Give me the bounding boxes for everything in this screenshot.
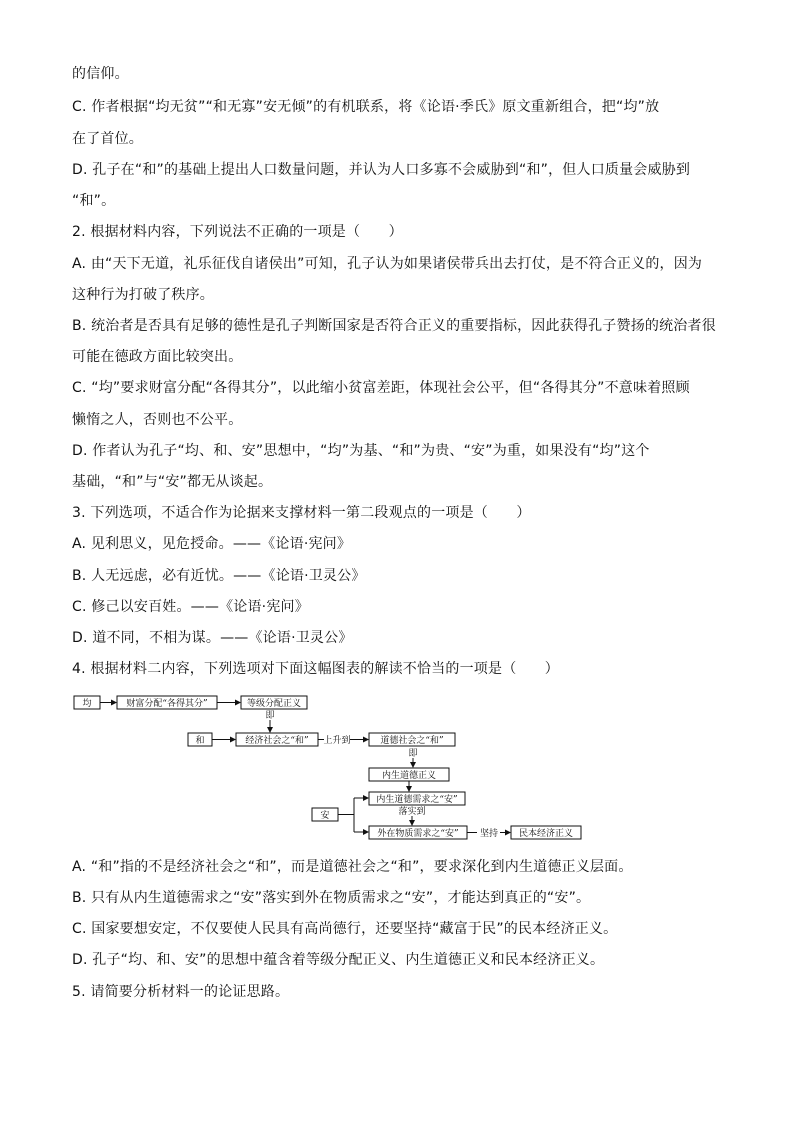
option-3b: B. 人无远虑，必有近忧。——《论语·卫灵公》 — [72, 568, 366, 584]
option-3a: A. 见利思义，见危授命。——《论语·宪问》 — [72, 536, 352, 552]
text-line: D. 孔子在“和”的基础上提出人口数量问题，并认为人口多寡不会威胁到“和”，但人口质量会威胁到 — [72, 162, 691, 178]
option-2d: D. 作者认为孔子“均、和、安”思想中，“均”为基、“和”为贵、“安”为重，如果没有“均”这个 — [72, 443, 650, 459]
text-line: 在了首位。 — [72, 131, 143, 147]
text-line: C. 作者根据“均无贫”“和无寡”安无倾”的有机联系，将《论语·季氏》原文重新组合，把“均”放 — [72, 99, 660, 115]
question-5: 5. 请简要分析材料一的论证思路。 — [72, 984, 290, 1000]
option-2b: B. 统治者是否具有足够的德性是孔子判断国家是否符合正义的重要指标，因此获得孔子赞扬的统治者很 — [72, 318, 716, 334]
text-line: “和”。 — [72, 193, 116, 209]
option-3d: D. 道不同，不相为谋。——《论语·卫灵公》 — [72, 630, 353, 646]
text-line: 这种行为打破了秩序。 — [72, 287, 214, 303]
flow-diagram — [72, 690, 592, 850]
label-ji: 即 — [408, 749, 418, 759]
option-2a: A. 由“天下无道，礼乐征伐自诸侯出”可知，孔子认为如果诸侯带兵出去打仗，是不符合正义的，因为 — [72, 256, 703, 272]
option-4c: C. 国家要想安定，不仅要使人民具有高尚德行，还要坚持“藏富于民”的民本经济正义。 — [72, 921, 618, 937]
question-3: 3. 下列选项，不适合作为论据来支撑材料一第二段观点的一项是（ ） — [72, 505, 531, 521]
option-4a: A. “和”指的不是经济社会之“和”，而是道德社会之“和”，要求深化到内生道德正义层面。 — [72, 859, 633, 875]
box-inner-justice-label: 内生道德正义 — [381, 771, 437, 781]
label-ji: 即 — [265, 711, 275, 721]
box-people-justice-label: 民本经济正义 — [518, 829, 574, 839]
label-implement: 落实到 — [398, 807, 426, 817]
box-wealth-label: 财富分配“各得其分” — [126, 699, 208, 709]
text-line: 可能在德政方面比较突出。 — [72, 349, 243, 365]
text-line: 懒惰之人，否则也不公平。 — [72, 412, 243, 428]
label-adhere: 坚持 — [479, 829, 499, 839]
option-3c: C. 修己以安百姓。——《论语·宪问》 — [72, 599, 309, 615]
option-4d: D. 孔子“均、和、安”的思想中蕴含着等级分配正义、内生道德正义和民本经济正义。 — [72, 952, 605, 968]
option-2c: C. “均”要求财富分配“各得其分”，以此缩小贫富差距，体现社会公平，但“各得其分”不意味着照顾 — [72, 380, 690, 396]
box-grade-justice-label: 等级分配正义 — [246, 699, 302, 709]
option-4b: B. 只有从内生道德需求之“安”落实到外在物质需求之“安”，才能达到真正的“安”。 — [72, 890, 591, 906]
box-inner-an-label: 内生道德需求之“安” — [376, 795, 458, 805]
question-4: 4. 根据材料二内容，下列选项对下面这幅图表的解读不恰当的一项是（ ） — [72, 661, 560, 677]
box-econ-he-label: 经济社会之“和” — [245, 736, 309, 746]
text-line: 基础，“和”与“安”都无从谈起。 — [72, 474, 273, 490]
box-he-label: 和 — [195, 736, 205, 746]
box-outer-an-label: 外在物质需求之“安” — [377, 829, 459, 839]
question-2: 2. 根据材料内容，下列说法不正确的一项是（ ） — [72, 224, 403, 240]
label-rise-to: 上升到 — [323, 736, 351, 746]
box-moral-he-label: 道德社会之“和” — [380, 736, 444, 746]
text-line: 的信仰。 — [72, 66, 129, 82]
box-an-label: 安 — [320, 811, 330, 821]
box-jun-label: 均 — [82, 699, 92, 709]
